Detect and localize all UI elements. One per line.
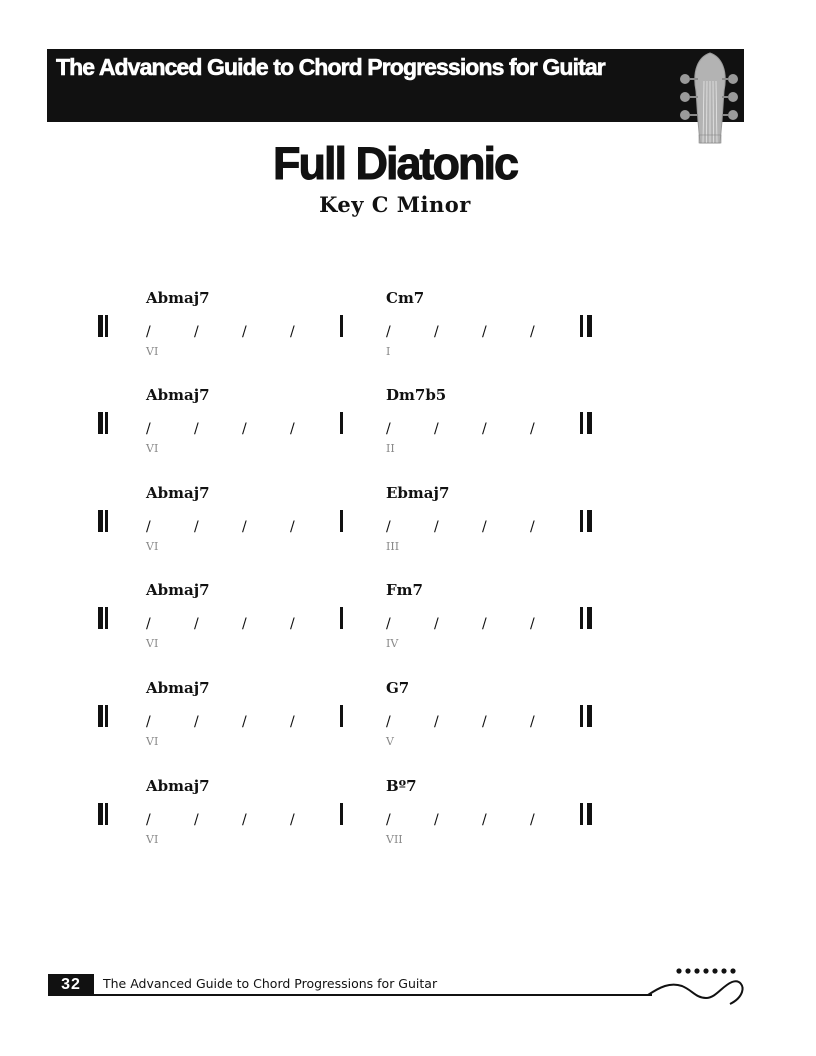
chord-row — [0, 386, 816, 476]
roman-numeral: VI — [146, 442, 159, 455]
beat-slash: / — [386, 714, 391, 730]
beat-slash: / — [530, 519, 535, 535]
chord-name: Abmaj7 — [146, 386, 210, 404]
beat-slash: / — [434, 616, 439, 632]
chord-name: Abmaj7 — [146, 484, 210, 502]
chord-name: Abmaj7 — [146, 581, 210, 599]
roman-numeral: VI — [146, 637, 159, 650]
beat-slash: / — [386, 421, 391, 437]
roman-numeral: III — [386, 540, 400, 553]
beat-slash: / — [434, 519, 439, 535]
measure-barline — [340, 705, 343, 727]
start-barline — [98, 315, 103, 337]
beat-slash: / — [434, 421, 439, 437]
start-barline — [98, 607, 103, 629]
beat-slash: / — [482, 421, 487, 437]
chord-name: Abmaj7 — [146, 777, 210, 795]
roman-numeral: I — [386, 345, 391, 358]
chord-row — [0, 581, 816, 671]
beat-slash: / — [242, 812, 247, 828]
start-barline — [105, 607, 108, 629]
beat-slash: / — [194, 714, 199, 730]
footer-divider — [94, 994, 652, 996]
chord-name: G7 — [386, 679, 410, 697]
start-barline — [105, 412, 108, 434]
beat-slash: / — [530, 616, 535, 632]
beat-slash: / — [434, 324, 439, 340]
page-number: 32 — [48, 974, 94, 996]
beat-slash: / — [194, 519, 199, 535]
beat-slash: / — [530, 714, 535, 730]
header-banner — [47, 49, 744, 122]
chord-name: Fm7 — [386, 581, 423, 599]
measure-barline — [340, 510, 343, 532]
beat-slash: / — [482, 324, 487, 340]
roman-numeral: IV — [386, 637, 399, 650]
beat-slash: / — [146, 812, 151, 828]
measure-barline — [340, 412, 343, 434]
beat-slash: / — [194, 421, 199, 437]
beat-slash: / — [530, 812, 535, 828]
beat-slash: / — [146, 324, 151, 340]
end-barline — [587, 510, 592, 532]
chord-row — [0, 777, 816, 867]
roman-numeral: VI — [146, 833, 159, 846]
beat-slash: / — [146, 519, 151, 535]
measure-barline — [340, 315, 343, 337]
beat-slash: / — [386, 616, 391, 632]
measure-barline — [340, 607, 343, 629]
end-barline — [587, 607, 592, 629]
beat-slash: / — [290, 812, 295, 828]
beat-slash: / — [482, 812, 487, 828]
beat-slash: / — [242, 616, 247, 632]
start-barline — [98, 412, 103, 434]
chord-name: Abmaj7 — [146, 679, 210, 697]
end-barline — [587, 705, 592, 727]
beat-slash: / — [242, 714, 247, 730]
beat-slash: / — [386, 324, 391, 340]
beat-slash: / — [194, 812, 199, 828]
beat-slash: / — [290, 421, 295, 437]
beat-slash: / — [482, 519, 487, 535]
roman-numeral: V — [386, 735, 394, 748]
roman-numeral: II — [386, 442, 395, 455]
end-barline — [580, 705, 583, 727]
start-barline — [98, 510, 103, 532]
beat-slash: / — [194, 324, 199, 340]
beat-slash: / — [242, 421, 247, 437]
end-barline — [587, 315, 592, 337]
beat-slash: / — [290, 324, 295, 340]
chord-row — [0, 484, 816, 574]
chord-name: Abmaj7 — [146, 289, 210, 307]
start-barline — [105, 315, 108, 337]
roman-numeral: VI — [146, 735, 159, 748]
beat-slash: / — [482, 616, 487, 632]
start-barline — [105, 803, 108, 825]
beat-slash: / — [290, 519, 295, 535]
beat-slash: / — [242, 519, 247, 535]
beat-slash: / — [194, 616, 199, 632]
start-barline — [98, 705, 103, 727]
beat-slash: / — [290, 714, 295, 730]
chord-name: Dm7b5 — [386, 386, 447, 404]
chord-name: Cm7 — [386, 289, 425, 307]
start-barline — [105, 705, 108, 727]
roman-numeral: VI — [146, 345, 159, 358]
end-barline — [580, 510, 583, 532]
beat-slash: / — [242, 324, 247, 340]
start-barline — [105, 510, 108, 532]
end-barline — [580, 803, 583, 825]
beat-slash: / — [434, 812, 439, 828]
roman-numeral: VII — [386, 833, 403, 846]
chord-row — [0, 289, 816, 379]
beat-slash: / — [290, 616, 295, 632]
guitar-headstock-icon — [676, 51, 740, 145]
measure-barline — [340, 803, 343, 825]
beat-slash: / — [386, 812, 391, 828]
chord-row — [0, 679, 816, 769]
end-barline — [587, 412, 592, 434]
footer-title: The Advanced Guide to Chord Progressions for Guitar — [103, 976, 438, 991]
beat-slash: / — [530, 324, 535, 340]
beat-slash: / — [482, 714, 487, 730]
beat-slash: / — [434, 714, 439, 730]
roman-numeral: VI — [146, 540, 159, 553]
beat-slash: / — [386, 519, 391, 535]
end-barline — [580, 412, 583, 434]
chord-name: Ebmaj7 — [386, 484, 450, 502]
end-barline — [587, 803, 592, 825]
beat-slash: / — [146, 421, 151, 437]
page-title: Full Diatonic — [273, 138, 517, 189]
page-subtitle: Key C Minor — [319, 192, 471, 217]
beat-slash: / — [530, 421, 535, 437]
beat-slash: / — [146, 616, 151, 632]
chord-name: Bº7 — [386, 777, 417, 795]
header-title: The Advanced Guide to Chord Progressions for Guitar — [56, 54, 605, 80]
end-barline — [580, 315, 583, 337]
beat-slash: / — [146, 714, 151, 730]
end-barline — [580, 607, 583, 629]
start-barline — [98, 803, 103, 825]
guitar-swoosh-icon — [646, 962, 746, 1006]
